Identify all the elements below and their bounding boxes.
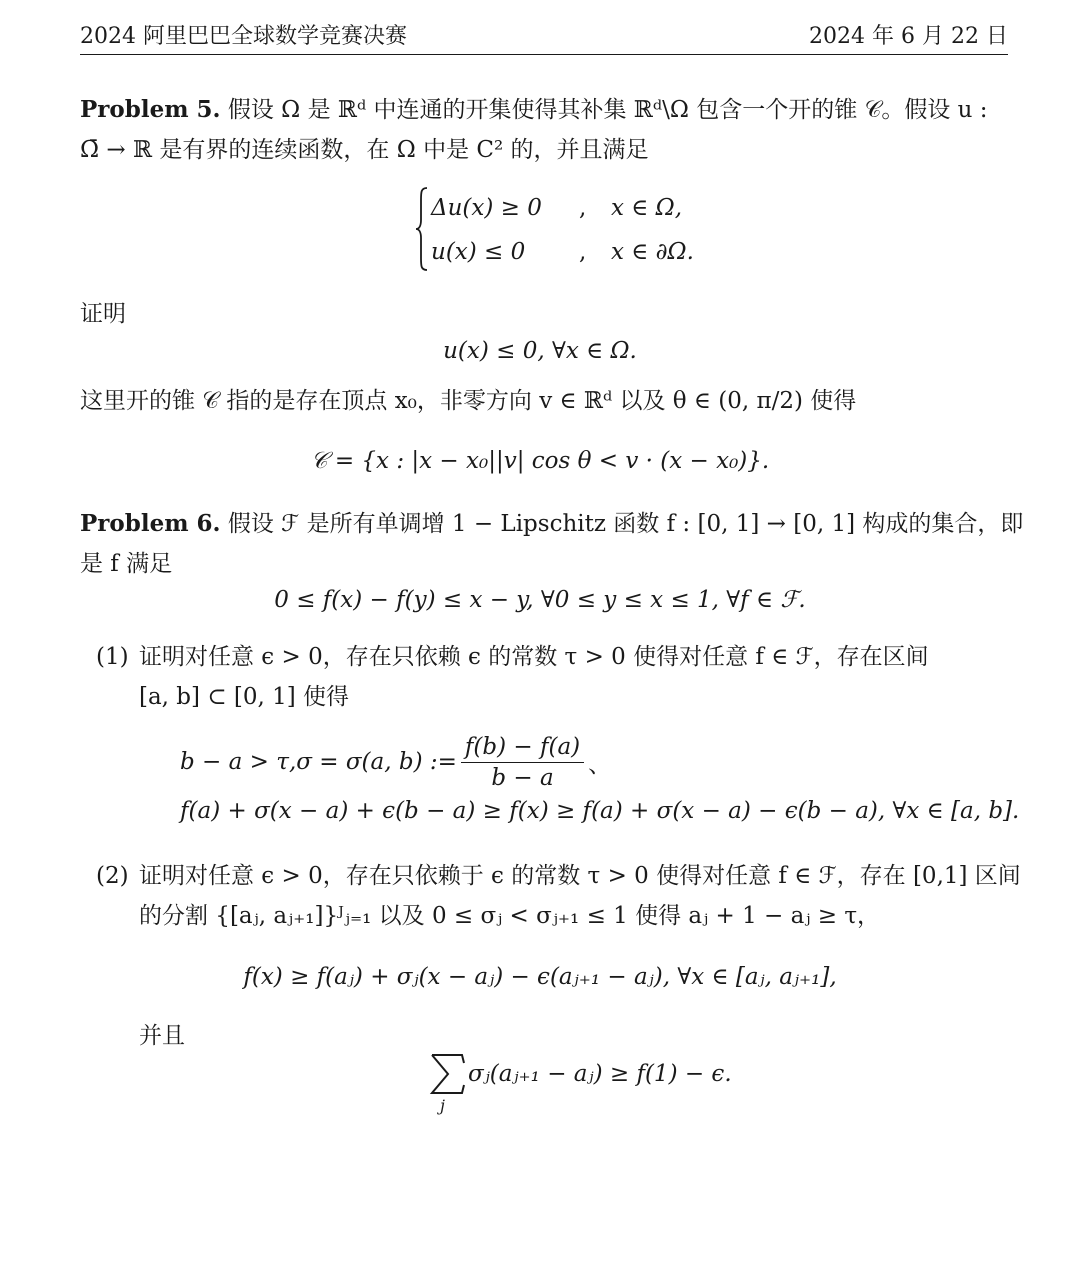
prove-label: 证明 [80,301,126,327]
page-header [80,20,1008,55]
problem-6-label: Problem 6. [80,510,221,537]
part-2-inequality: f(x) ≥ f(aⱼ) + σⱼ(x − aⱼ) − ϵ(aⱼ₊₁ − aⱼ), ∀x ∈ [aⱼ, aⱼ₊₁], [243,964,837,990]
summation-index: j [440,1096,445,1115]
problem-5-label: Problem 5. [80,96,221,123]
cone-formula: 𝒞 = {x : |x − x₀||v| cos θ < v · (x − x₀)}. [310,448,770,474]
part-1-text [139,637,1009,717]
part-1-line-1: 证明对任意 ϵ > 0，存在只依赖 ϵ 的常数 τ > 0 使得对任意 f ∈ ℱ，存在区间 [139,644,929,670]
lipschitz-condition: 0 ≤ f(x) − f(y) ≤ x − y, ∀0 ≤ y ≤ x ≤ 1, ∀f ∈ ℱ. [274,587,806,613]
problem-6-line-2: 是 f 满足 [80,551,173,577]
problem-5-line-1: 假设 Ω 是 ℝᵈ 中连通的开集使得其补集 ℝᵈ\Ω 包含一个开的锥 𝒞。假设 u : [227,97,988,123]
problem-6-statement [80,504,1024,584]
left-brace-icon [415,186,429,272]
case-row-1: Δu(x) ≥ 0 , x ∈ Ω, [431,195,682,221]
part-2-label: (2) [96,863,129,889]
part-2-line-1: 证明对任意 ϵ > 0，存在只依赖于 ϵ 的常数 τ > 0 使得对任意 f ∈ ℱ，存在 [0,1] 区间 [139,863,1021,889]
case-row-2: u(x) ≤ 0 , x ∈ ∂Ω. [431,239,694,265]
claim-formula: u(x) ≤ 0, ∀x ∈ Ω. [443,338,637,364]
problem-5-cases [415,186,715,276]
header-title: 2024 阿里巴巴全球数学竞赛决赛 [80,24,407,49]
sigma-fraction: $\frac{f(b) - f(a)}{b - a}$ [461,732,584,793]
summation-body: σⱼ(aⱼ₊₁ − aⱼ) ≥ f(1) − ϵ. [468,1061,732,1087]
cone-definition: 这里开的锥 𝒞 指的是存在顶点 x₀，非零方向 v ∈ ℝᵈ 以及 θ ∈ (0, π/2) 使得 [80,388,857,414]
part-1-line-2: [a, b] ⊂ [0, 1] 使得 [139,684,350,710]
header-date: 2024 年 6 月 22 日 [809,24,1008,49]
part-2-and: 并且 [139,1023,185,1049]
part-2-text [139,856,1021,936]
problem-5-line-2: Ω̄ → ℝ 是有界的连续函数，在 Ω 中是 C² 的，并且满足 [80,137,649,163]
part-1-label: (1) [96,644,129,670]
part-2-line-2: 的分割 {[aⱼ, aⱼ₊₁]}ᴶⱼ₌₁ 以及 0 ≤ σⱼ < σⱼ₊₁ ≤ 1 使得 aⱼ + 1 − aⱼ ≥ τ， [139,903,881,929]
problem-6-line-1: 假设 ℱ 是所有单调增 1 − Lipschitz 函数 f : [0, 1] → [0, 1] 构成的集合，即 [227,511,1024,537]
part-1-equation-1: b − a > τ,σ = σ(a, b) := $\frac{f(b) - f(a)}{b - a}$ 、 [180,733,612,791]
problem-5-statement [80,90,1010,170]
part-1-equation-2: f(a) + σ(x − a) + ϵ(b − a) ≥ f(x) ≥ f(a) + σ(x − a) − ϵ(b − a), ∀x ∈ [a, b]. [180,798,1020,824]
summation-icon [428,1052,468,1096]
